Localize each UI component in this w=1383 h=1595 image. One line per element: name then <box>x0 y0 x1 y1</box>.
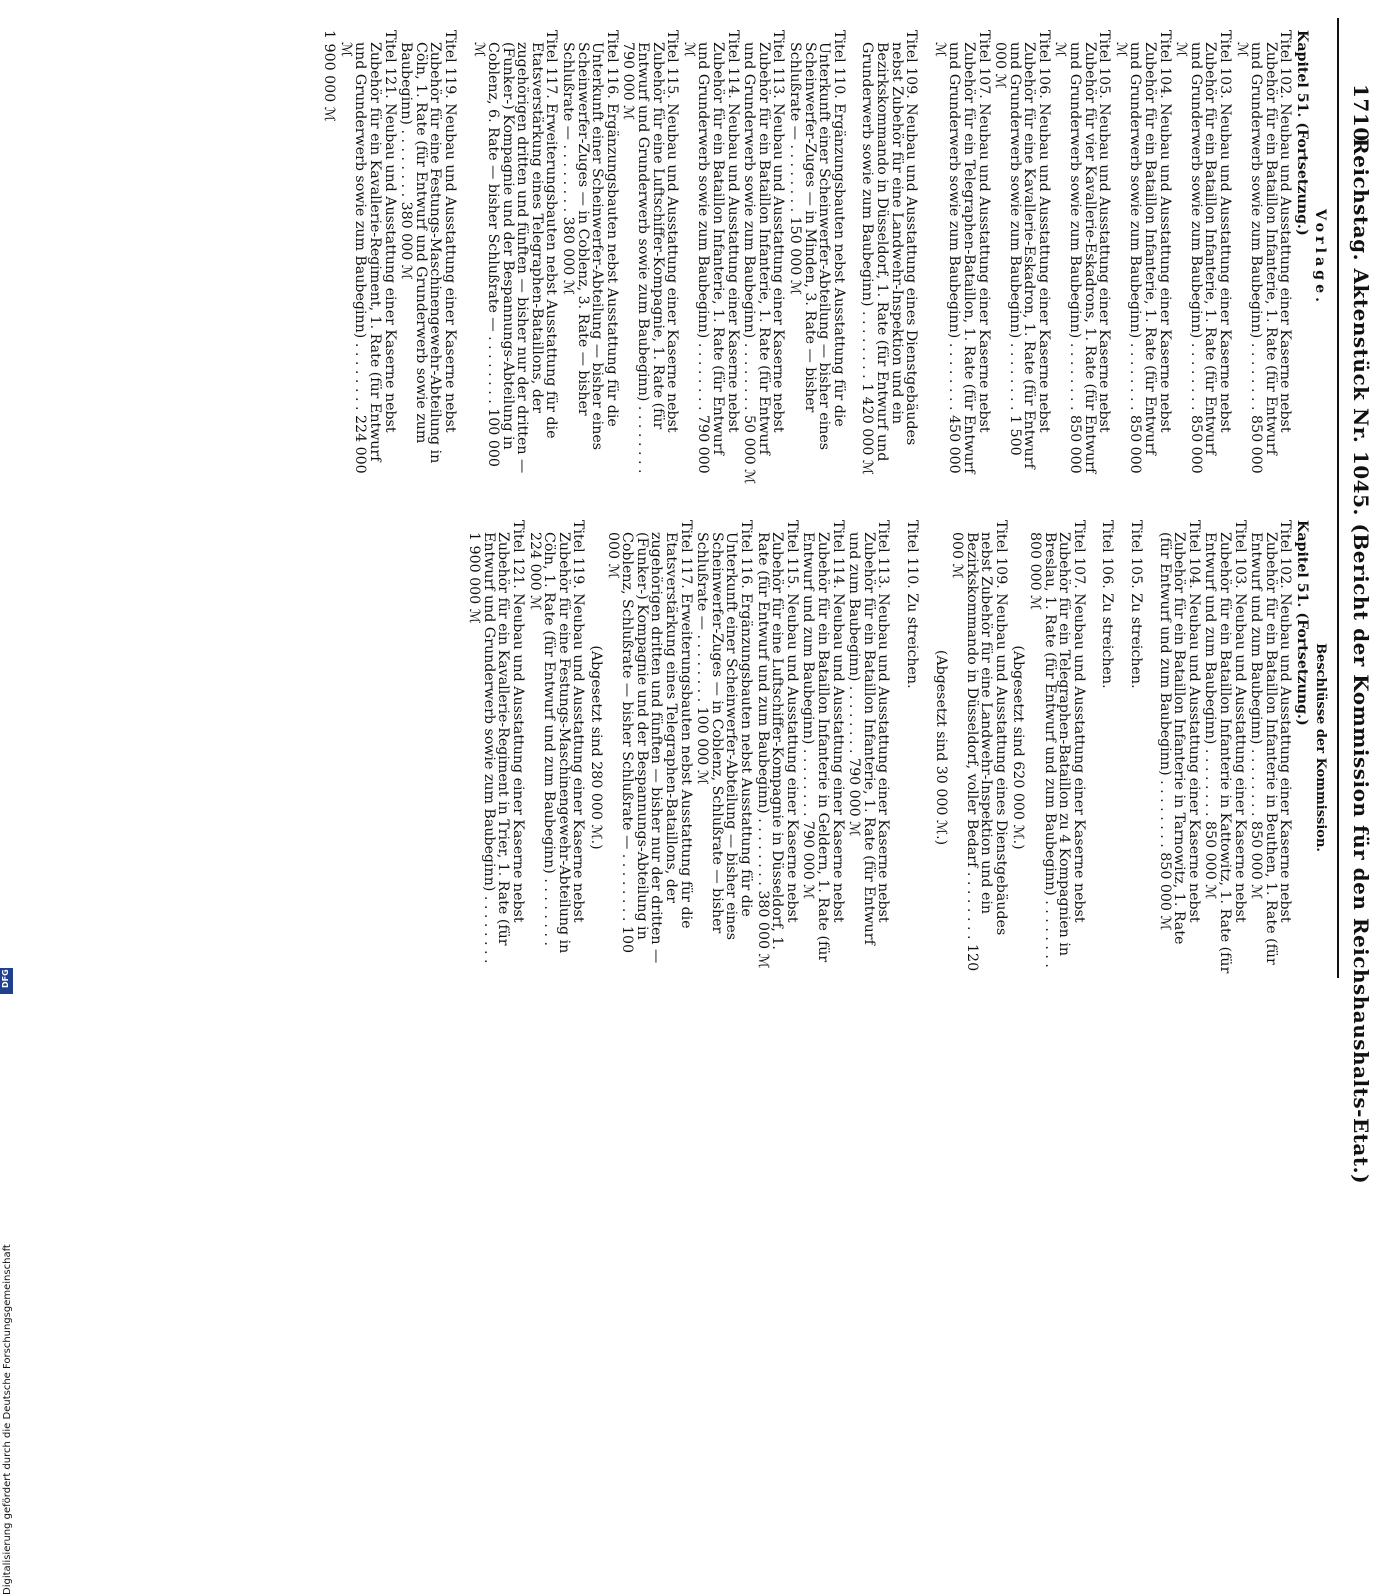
page-header <box>1343 18 1373 1185</box>
deduction-note: (Abgesetzt sind 30 000 ℳ.) <box>932 649 949 846</box>
budget-entry: 1 900 000 ℳ <box>321 30 338 122</box>
budget-entry: Titel 102. Neubau und Ausstattung einer Kaserne nebst Zubehör für ein Bataillon Infanterie, 1. Rate (für Entwurf und Grunderwerb sowie zum Baubeginn) . . . . . . . . 850 000 ℳ <box>1233 30 1294 479</box>
dfg-logo-text: DFG <box>1 969 10 988</box>
credit-text: Digitalisierung gefördert durch die Deutsche Forschungsgemeinschaft <box>2 1244 13 1595</box>
budget-entry: Titel 117. Erweiterungsbauten nebst Ausstattung für die Etatsverstärkung eines Telegraphen-Bataillons, der zugehörigen dritten und fünften — bisher nur der dritten — (Funker-) Kompagnie und der Bespannungs-Abteilung in Coblenz, Schlußrate — bisher Schlußrate — . . . . . . . . 100 000 ℳ <box>604 520 694 968</box>
budget-entry: Titel 103. Neubau und Ausstattung einer Kaserne nebst Zubehör für ein Bataillon Infanterie, 1. Rate (für Entwurf und Grunderwerb sowie zum Baubeginn) . . . . . . . . 850 000 ℳ <box>1173 30 1234 479</box>
budget-entry: Titel 114. Neubau und Ausstattung einer Kaserne nebst Zubehör für ein Bataillon Infanterie, 1. Rate (für Entwurf und Grunderwerb sowie zum Baubeginn) . . . . . . . . 790 000 ℳ <box>680 30 741 479</box>
budget-entry: Titel 109. Neubau und Ausstattung eines Dienstgebäudes nebst Zubehör für eine Landwehr-Inspektion und ein Bezirkskommando in Düsseldorf, voller Bedarf . . . . . . . . 120 000 ℳ <box>949 520 1009 976</box>
budget-entry: Titel 115. Neubau und Ausstattung einer Kaserne nebst Zubehör für eine Luftschiffer-Kompagnie in Düsseldorf, 1. Rate (für Entwurf und zum Baubeginn) . . . . . . . . 380 000 ℳ <box>754 520 800 969</box>
budget-entry: Titel 116. Ergänzungsbauten nebst Ausstattung für die Unterkunft einer Scheinwerfer-Abteilung — bisher eines Scheinwerfer-Zuges — in Coblenz, Schlußrate — bisher Schlußrate — . . . . . . . . 100 000 ℳ <box>694 520 754 945</box>
budget-entry: Titel 106. Neubau und Ausstattung einer Kaserne nebst Zubehör für eine Kavallerie-Eskadron, 1. Rate (für Entwurf und Grunderwerb sowie zum Baubeginn) . . . . . . . . 1 500 000 ℳ <box>992 30 1052 474</box>
budget-entry: Titel 121. Neubau und Ausstattung einer Kaserne nebst Zubehör für ein Kavallerie-Regiment, 1. Rate (für Entwurf und Grunderwerb sowie zum Baubeginn) . . . . . . . . 224 000 ℳ <box>337 30 398 479</box>
digitization-credit <box>0 600 14 1595</box>
budget-entry: Titel 105. Neubau und Ausstattung einer Kaserne nebst Zubehör für vier Kavallerie-Eskadrons, 1. Rate (für Entwurf und Grunderwerb sowie zum Baubeginn) . . . . . . . . 850 000 ℳ <box>1052 30 1113 479</box>
column-title-vorlage: Vorlage. <box>1312 208 1328 307</box>
chapter-heading: Kapitel 51. (Fortsetzung.) <box>1294 520 1310 726</box>
budget-entry: Titel 107. Neubau und Ausstattung einer Kaserne nebst Zubehör für ein Telegraphen-Bataillon zu 4 Kompagnien in Breslau, 1. Rate (für Entwurf und zum Baubeginn) . . . . . . . . 800 000 ℳ <box>1027 520 1087 973</box>
budget-entry: Titel 104. Neubau und Ausstattung einer Kaserne nebst Zubehör für ein Bataillon Infanterie in Tarnowitz, 1. Rate (für Entwurf und zum Baubeginn) . . . . . . . . 850 000 ℳ <box>1156 520 1202 949</box>
budget-entry: Titel 105. Zu streichen. <box>1128 520 1145 689</box>
budget-entry: Titel 115. Neubau und Ausstattung einer Kaserne nebst Zubehör für eine Luftschiffer-Kompagnie, 1. Rate (für Entwurf und Grunderwerb sowie zum Baubeginn) . . . . . . . . 790 000 ℳ <box>620 30 681 479</box>
column-vorlage <box>15 30 1331 485</box>
header-rule <box>1337 18 1339 978</box>
budget-entry: Titel 110. Zu streichen. <box>903 520 920 689</box>
deduction-note: (Abgesetzt sind 620 000 ℳ.) <box>1010 645 1027 850</box>
budget-entry: Titel 102. Neubau und Ausstattung einer Kaserne nebst Zubehör für ein Bataillon Infanterie in Beuthen, 1. Rate (für Entwurf und zum Baubeginn) . . . . . . . . 850 000 ℳ <box>1248 520 1294 970</box>
page-running-title: Reichstag. Aktenstück Nr. 1045. (Bericht der Kommission für den Reichshaushalts-Etat.) <box>1349 138 1373 1185</box>
budget-entry: Titel 109. Neubau und Ausstattung eines Dienstgebäudes nebst Zubehör für eine Landwehr-Inspektion und ein Bezirkskommando in Düsseldorf, 1. Rate (für Entwurf und Grunderwerb sowie zum Baubeginn) . . . . . . . . 1 420 000 ℳ <box>859 30 920 476</box>
budget-entry: Titel 119. Neubau und Ausstattung einer Kaserne nebst Zubehör für eine Festungs-Maschinengewehr-Abteilung in Cöln, 1. Rate (für Entwurf und Grunderwerb sowie zum Baubeginn) . . . . . . . . 380 000 ℳ <box>398 30 458 468</box>
column-beschluesse <box>15 520 1331 978</box>
budget-entry: Titel 107. Neubau und Ausstattung einer Kaserne nebst Zubehör für ein Telegraphen-Bataillon, 1. Rate (für Entwurf und Grunderwerb sowie zum Baubeginn) . . . . . . . . 450 000 ℳ <box>931 30 992 479</box>
deduction-note: (Abgesetzt sind 280 000 ℳ.) <box>588 645 605 850</box>
budget-entry: Titel 110. Ergänzungsbauten nebst Ausstattung für die Unterkunft einer Scheinwerfer-Abteilung — bisher eines Scheinwerfer-Zuges — in Minden, 3. Rate — bisher Schlußrate — . . . . . . . . 150 000 ℳ <box>787 30 847 455</box>
page-number: 1710 <box>1349 84 1373 142</box>
budget-entry: Titel 113. Neubau und Ausstattung einer Kaserne nebst Zubehör für ein Bataillon Infanterie, 1. Rate (für Entwurf und Grunderwerb sowie zum Baubeginn) . . . . . . . . 50 000 ℳ <box>741 30 787 485</box>
column-title-beschluesse: Beschlüsse der Kommission. <box>1313 643 1328 852</box>
budget-entry: Titel 117. Erweiterungsbauten nebst Ausstattung für die Etatsverstärkung eines Telegraphen-Bataillons, der zugehörigen dritten und fünften — bisher nur der dritten — (Funker-) Kompagnie und der Bespannungs-Abteilung in Coblenz, 6. Rate — bisher Schlußrate — . . . . . . . . 100 000 ℳ <box>470 30 560 478</box>
budget-entry: Titel 119. Neubau und Ausstattung einer Kaserne nebst Zubehör für eine Festungs-Maschinengewehr-Abteilung in Cöln, 1. Rate (für Entwurf und zum Baubeginn) . . . . . . . . 224 000 ℳ <box>526 520 587 958</box>
budget-entry: Titel 103. Neubau und Ausstattung einer Kaserne nebst Zubehör für ein Bataillon Infanterie in Kattowitz, 1. Rate (für Entwurf und zum Baubeginn) . . . . . . . . 850 000 ℳ <box>1202 520 1248 978</box>
budget-entry: Titel 106. Zu streichen. <box>1099 520 1116 689</box>
budget-entry: Titel 114. Neubau und Ausstattung einer Kaserne nebst Zubehör für ein Bataillon Infanterie in Geldern, 1. Rate (für Entwurf und zum Baubeginn) . . . . . . . . 790 000 ℳ <box>800 520 846 967</box>
budget-entry: Titel 116. Ergänzungsbauten nebst Ausstattung für die Unterkunft einer Scheinwerfer-Abteilung — bisher eines Scheinwerfer-Zuges — in Coblenz, 3. Rate — bisher Schlußrate — . . . . . . . . 380 000 ℳ <box>560 30 620 455</box>
chapter-heading: Kapitel 51. (Fortsetzung.) <box>1294 30 1310 236</box>
budget-entry: Titel 104. Neubau und Ausstattung einer Kaserne nebst Zubehör für ein Bataillon Infanterie, 1. Rate (für Entwurf und Grunderwerb sowie zum Baubeginn) . . . . . . . . 850 000 ℳ <box>1112 30 1173 479</box>
dfg-logo <box>0 968 13 994</box>
budget-entry: Titel 113. Neubau und Ausstattung einer Kaserne nebst Zubehör für ein Bataillon Infanterie, 1. Rate (für Entwurf und zum Baubeginn) . . . . . . . . 790 000 ℳ <box>846 520 892 950</box>
budget-entry: Titel 121. Neubau und Ausstattung einer Kaserne nebst Zubehör für ein Kavallerie-Regiment in Trier, 1. Rate (für Entwurf und Grunderwerb sowie zum Baubeginn) . . . . . . . . 1 900 000 ℳ <box>466 520 527 969</box>
